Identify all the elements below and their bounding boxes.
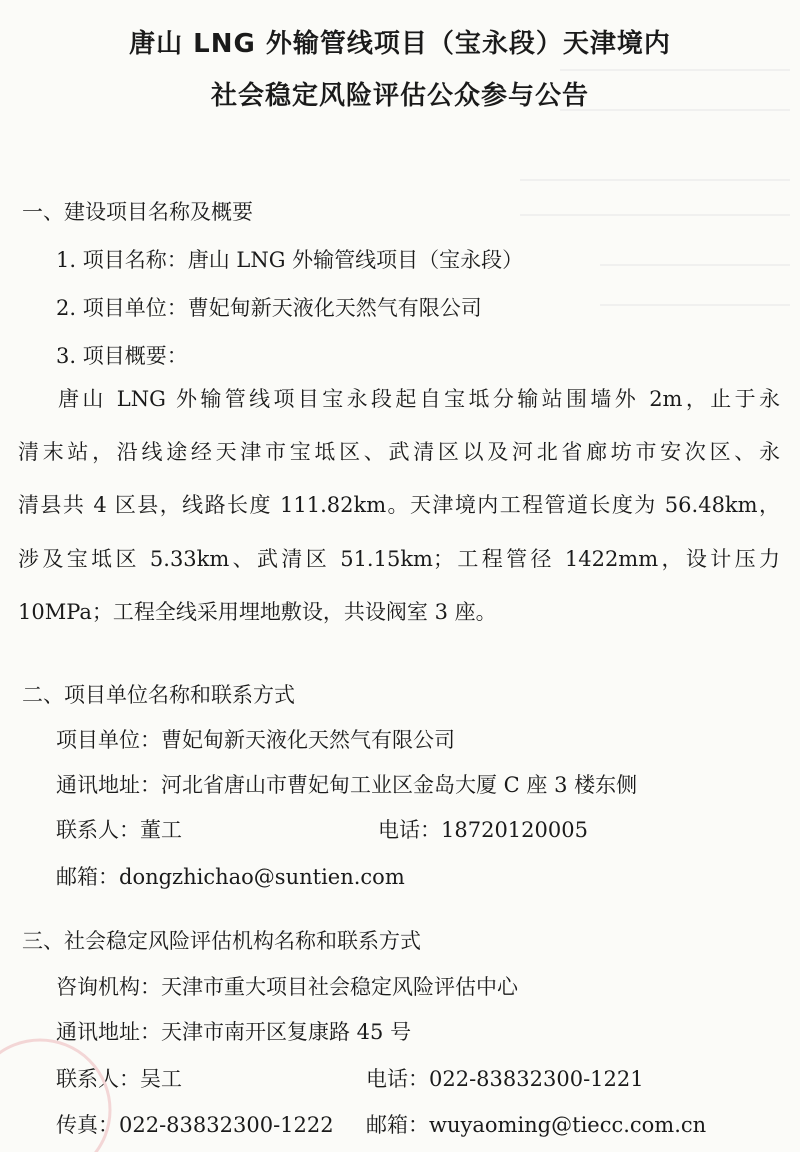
- agency-contact-phone: 电话：022-83832300-1221: [366, 1067, 644, 1091]
- unit-address-line: 通讯地址：河北省唐山市曹妃甸工业区金岛大厦 C 座 3 楼东侧: [56, 773, 638, 797]
- project-summary-label: 3. 项目概要：: [56, 344, 188, 368]
- project-unit-item: 2. 项目单位：曹妃甸新天液化天然气有限公司: [56, 296, 482, 320]
- section-1-heading: 一、建设项目名称及概要: [22, 200, 253, 224]
- agency-line: 咨询机构：天津市重大项目社会稳定风险评估中心: [56, 975, 518, 999]
- document-title-line-2: 社会稳定风险评估公众参与公告: [210, 81, 589, 111]
- document-title-line-1: 唐山 LNG 外输管线项目（宝永段）天津境内: [129, 29, 671, 59]
- unit-contact-person: 联系人：董工: [56, 818, 182, 842]
- summary-line-4: 涉及宝坻区 5.33km、武清区 51.15km；工程管径 1422mm，设计压力: [18, 547, 780, 571]
- unit-contact-email: 邮箱：dongzhichao@suntien.com: [56, 865, 405, 889]
- agency-email: 邮箱：wuyaoming@tiecc.com.cn: [366, 1113, 707, 1137]
- summary-line-3: 清县共 4 区县，线路长度 111.82km。天津境内工程管道长度为 56.48km，: [18, 493, 780, 517]
- unit-line: 项目单位：曹妃甸新天液化天然气有限公司: [56, 728, 455, 752]
- summary-line-5: 10MPa；工程全线采用埋地敷设，共设阀室 3 座。: [18, 600, 497, 624]
- unit-contact-phone: 电话：18720120005: [378, 818, 588, 842]
- agency-address-line: 通讯地址：天津市南开区复康路 45 号: [56, 1020, 412, 1044]
- section-2-heading: 二、项目单位名称和联系方式: [22, 683, 295, 707]
- summary-line-2: 清末站，沿线途经天津市宝坻区、武清区以及河北省廊坊市安次区、永: [18, 440, 780, 464]
- agency-contact-person: 联系人：吴工: [56, 1067, 182, 1091]
- project-name-item: 1. 项目名称：唐山 LNG 外输管线项目（宝永段）: [56, 248, 524, 272]
- summary-line-1: 唐山 LNG 外输管线项目宝永段起自宝坻分输站围墙外 2m，止于永: [58, 387, 780, 411]
- section-3-heading: 三、社会稳定风险评估机构名称和联系方式: [22, 929, 421, 953]
- agency-fax: 传真：022-83832300-1222: [56, 1113, 334, 1137]
